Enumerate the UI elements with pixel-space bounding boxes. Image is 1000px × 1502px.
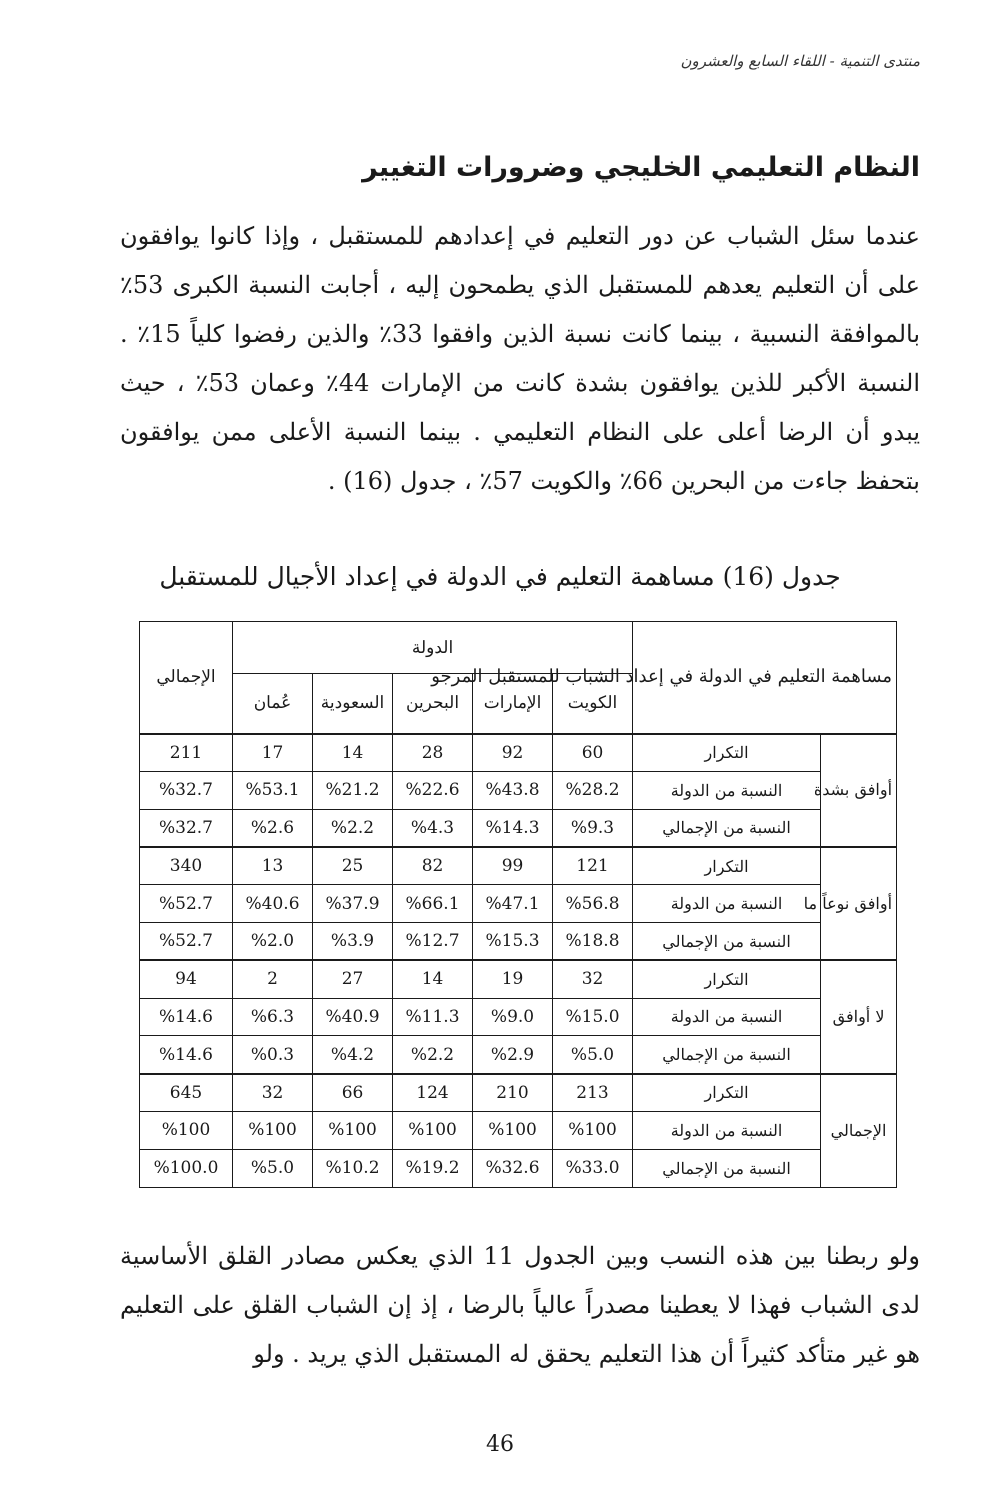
table-cell: 92 xyxy=(473,734,553,772)
table-cell-total: %14.6 xyxy=(140,1036,233,1074)
table-row xyxy=(140,922,897,960)
table-cell: %12.7 xyxy=(393,922,473,960)
table-cell: 60 xyxy=(553,734,633,772)
header-total: الإجمالي xyxy=(140,622,233,734)
measure-label: النسبة من الإجمالي xyxy=(633,809,821,847)
table-cell: %100 xyxy=(313,1111,393,1149)
table-row xyxy=(140,998,897,1036)
table-cell: 28 xyxy=(393,734,473,772)
table-row xyxy=(140,1036,897,1074)
table-cell: %2.0 xyxy=(233,922,313,960)
table-cell: %66.1 xyxy=(393,885,473,923)
measure-label: النسبة من الدولة xyxy=(633,771,821,809)
table-cell: 121 xyxy=(553,847,633,885)
table-cell: %4.2 xyxy=(313,1036,393,1074)
table-cell: 27 xyxy=(313,960,393,998)
table-cell-total: %100.0 xyxy=(140,1149,233,1187)
table-cell: %2.2 xyxy=(393,1036,473,1074)
table-cell-total: %14.6 xyxy=(140,998,233,1036)
table-cell: %5.0 xyxy=(553,1036,633,1074)
table-cell: %10.2 xyxy=(313,1149,393,1187)
table-cell: %3.9 xyxy=(313,922,393,960)
table-cell: %37.9 xyxy=(313,885,393,923)
measure-label: التكرار xyxy=(633,734,821,772)
measure-label: النسبة من الإجمالي xyxy=(633,922,821,960)
table-row xyxy=(140,809,897,847)
measure-label: النسبة من الإجمالي xyxy=(633,1036,821,1074)
table-cell: 32 xyxy=(553,960,633,998)
table-body xyxy=(140,734,897,1188)
intro-paragraph: عندما سئل الشباب عن دور التعليم في إعدادهم للمستقبل ، وإذا كانوا يوافقون على أن التعليم يعدهم للمستقبل الذي يطمحون إليه ، أجابت النسبة الكبرى 53٪ بالموافقة النسبية ، بينما كانت نسبة الذين وافقوا 33٪ والذين رفضوا كلياً 15٪ . النسبة الأكبر للذين يوافقون بشدة كانت من الإمارات 44٪ وعمان 53٪ ، حيث يبدو أن الرضا أعلى على النظام التعليمي . بينما النسبة الأعلى ممن يوافقون بتحفظ جاءت من البحرين 66٪ والكويت 57٪ ، جدول (16) . xyxy=(120,222,920,495)
table-cell: %100 xyxy=(393,1111,473,1149)
row-group-label: الإجمالي xyxy=(821,1074,897,1187)
table-cell-total: %52.7 xyxy=(140,922,233,960)
table-cell: %100 xyxy=(473,1111,553,1149)
table-caption: جدول (16) مساهمة التعليم في الدولة في إعداد الأجيال للمستقبل xyxy=(159,562,841,591)
header-country-saudi: السعودية xyxy=(313,674,393,734)
table-cell: %0.3 xyxy=(233,1036,313,1074)
table-cell: %5.0 xyxy=(233,1149,313,1187)
table-cell: %22.6 xyxy=(393,771,473,809)
table-cell: %6.3 xyxy=(233,998,313,1036)
table-cell: %40.9 xyxy=(313,998,393,1036)
table-row xyxy=(140,1074,897,1112)
table-row xyxy=(140,885,897,923)
measure-label: النسبة من الدولة xyxy=(633,998,821,1036)
table-cell: %53.1 xyxy=(233,771,313,809)
data-table xyxy=(139,621,897,1188)
table-row xyxy=(140,847,897,885)
table-cell: 17 xyxy=(233,734,313,772)
table-row xyxy=(140,1149,897,1187)
table-row xyxy=(140,734,897,772)
table-cell: 2 xyxy=(233,960,313,998)
closing-paragraph: ولو ربطنا بين هذه النسب وبين الجدول 11 الذي يعكس مصادر القلق الأساسية لدى الشباب فهذا لا يعطينا مصدراً عالياً بالرضا ، إذ إن الشباب القلق على التعليم هو غير متأكد كثيراً أن هذا التعليم يحقق له المستقبل الذي يريد . ولو xyxy=(120,1242,920,1368)
table-cell-total: %32.7 xyxy=(140,809,233,847)
table-cell: %4.3 xyxy=(393,809,473,847)
table-cell: %28.2 xyxy=(553,771,633,809)
measure-label: النسبة من الإجمالي xyxy=(633,1149,821,1187)
row-group-label: أوافق نوعاً ما xyxy=(821,847,897,960)
section-title: النظام التعليمي الخليجي وضرورات التغيير xyxy=(362,152,920,183)
table-cell: %100 xyxy=(553,1111,633,1149)
row-group-label: لا أوافق xyxy=(821,960,897,1073)
header-contribution: مساهمة التعليم في الدولة في إعداد الشباب للمستقبل المرجو xyxy=(633,622,897,734)
table-row xyxy=(140,960,897,998)
table-cell: 32 xyxy=(233,1074,313,1112)
table-cell: %56.8 xyxy=(553,885,633,923)
table-cell-total: 340 xyxy=(140,847,233,885)
table-cell: %18.8 xyxy=(553,922,633,960)
table-cell: %19.2 xyxy=(393,1149,473,1187)
table-cell-total: %100 xyxy=(140,1111,233,1149)
row-group-label: أوافق بشدة xyxy=(821,734,897,847)
table-cell-total: 211 xyxy=(140,734,233,772)
table-cell: %11.3 xyxy=(393,998,473,1036)
table-cell: 19 xyxy=(473,960,553,998)
table-row xyxy=(140,1111,897,1149)
measure-label: التكرار xyxy=(633,847,821,885)
table-cell-total: 645 xyxy=(140,1074,233,1112)
measure-label: التكرار xyxy=(633,960,821,998)
table-cell: %47.1 xyxy=(473,885,553,923)
header-country-kuwait: الكويت xyxy=(553,674,633,734)
table-cell-total: %52.7 xyxy=(140,885,233,923)
table-cell: %100 xyxy=(233,1111,313,1149)
measure-label: النسبة من الدولة xyxy=(633,1111,821,1149)
table-cell: %15.3 xyxy=(473,922,553,960)
table-cell: %15.0 xyxy=(553,998,633,1036)
header-country-oman: عُمان xyxy=(233,674,313,734)
page-number: 46 xyxy=(486,1432,514,1457)
table-cell: %33.0 xyxy=(553,1149,633,1187)
table-cell: 213 xyxy=(553,1074,633,1112)
header-country-bahrain: البحرين xyxy=(393,674,473,734)
table-cell: %9.0 xyxy=(473,998,553,1036)
table-cell: 82 xyxy=(393,847,473,885)
header-country-group: الدولة xyxy=(233,622,633,674)
table-cell: 14 xyxy=(393,960,473,998)
table-cell: %32.6 xyxy=(473,1149,553,1187)
table-cell: %21.2 xyxy=(313,771,393,809)
table-cell: 99 xyxy=(473,847,553,885)
table-cell: %2.6 xyxy=(233,809,313,847)
table-cell: 13 xyxy=(233,847,313,885)
table-cell-total: 94 xyxy=(140,960,233,998)
running-header: منتدى التنمية - اللقاء السابع والعشرون xyxy=(680,52,920,70)
table-row xyxy=(140,771,897,809)
table-cell: 210 xyxy=(473,1074,553,1112)
measure-label: النسبة من الدولة xyxy=(633,885,821,923)
table-cell: 66 xyxy=(313,1074,393,1112)
table-cell: %2.9 xyxy=(473,1036,553,1074)
header-country-uae: الإمارات xyxy=(473,674,553,734)
table-cell: 124 xyxy=(393,1074,473,1112)
table-cell-total: %32.7 xyxy=(140,771,233,809)
table-cell: %2.2 xyxy=(313,809,393,847)
table-cell: %43.8 xyxy=(473,771,553,809)
table-cell: %40.6 xyxy=(233,885,313,923)
table-cell: 14 xyxy=(313,734,393,772)
table-cell: %14.3 xyxy=(473,809,553,847)
table-cell: 25 xyxy=(313,847,393,885)
measure-label: التكرار xyxy=(633,1074,821,1112)
table-cell: %9.3 xyxy=(553,809,633,847)
